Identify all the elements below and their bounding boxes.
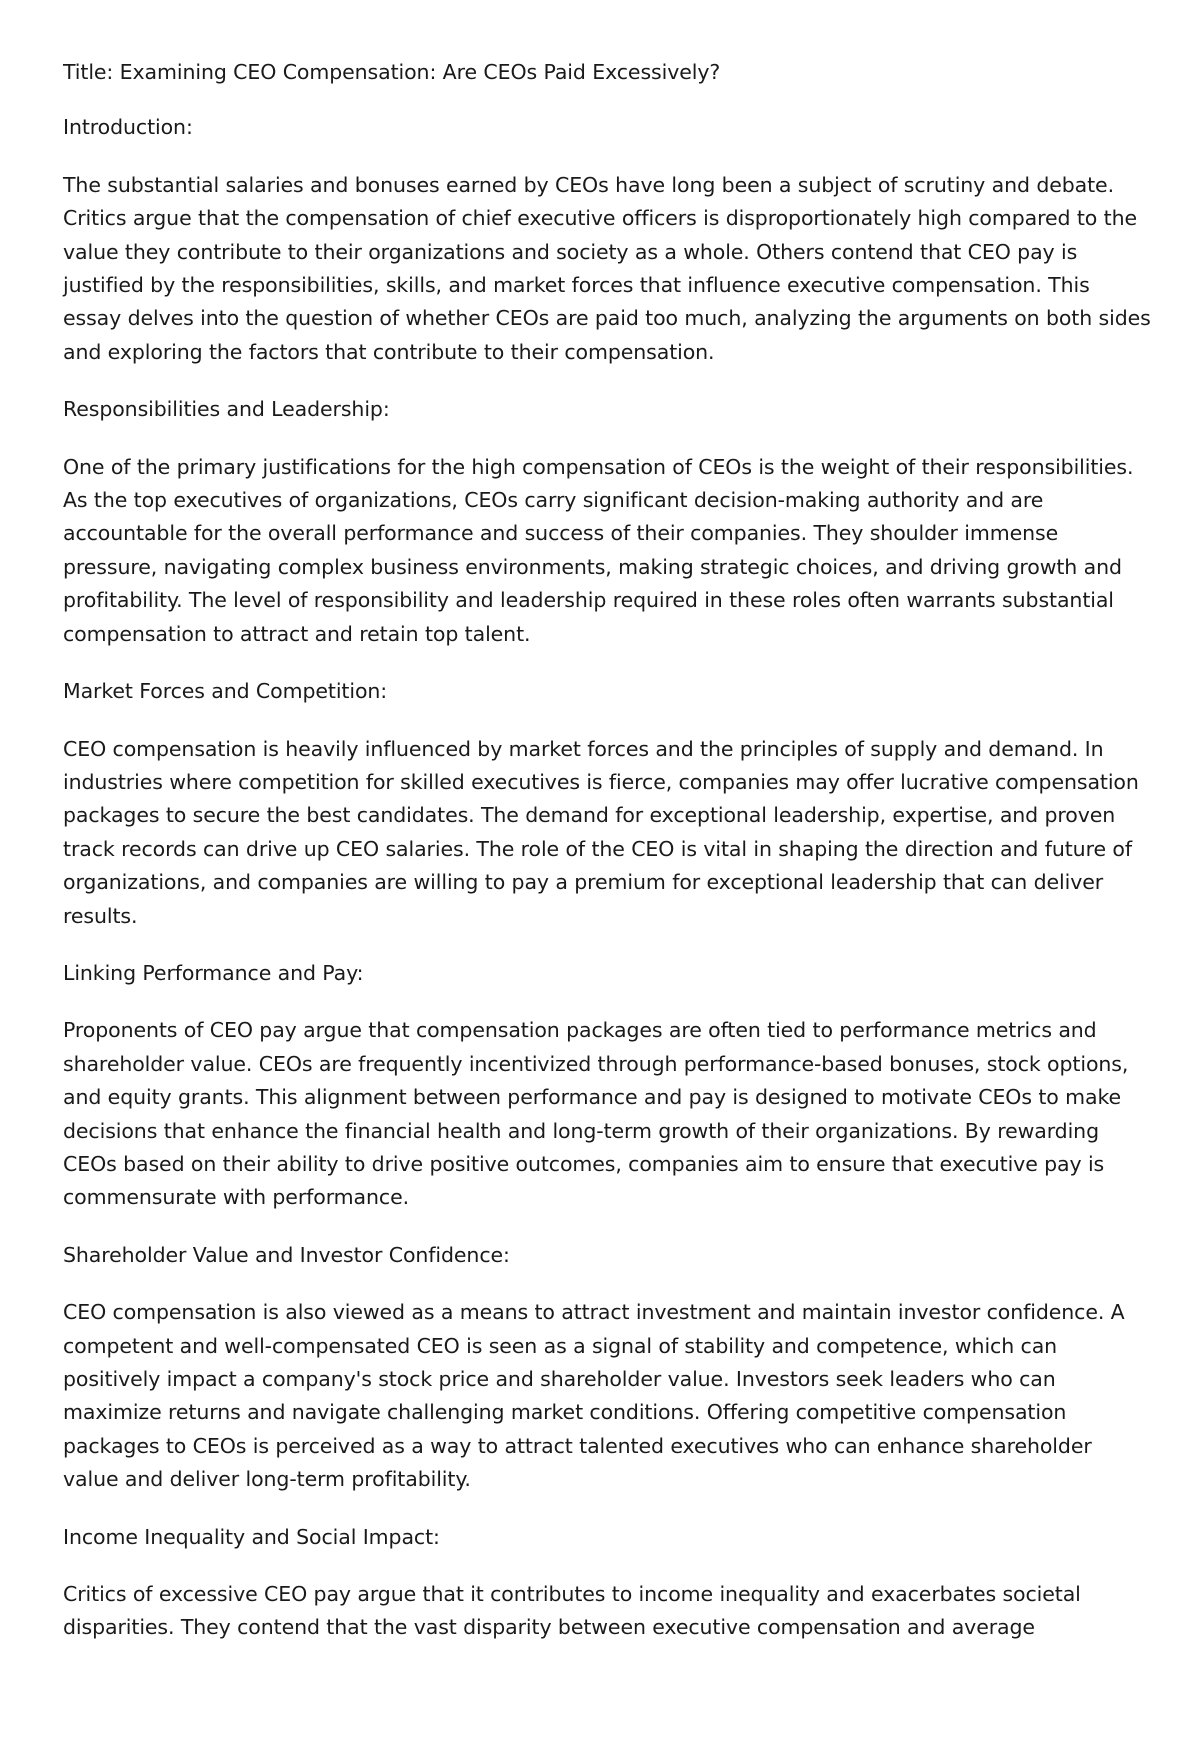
section-heading-market-forces: Market Forces and Competition: <box>63 679 388 704</box>
section-heading-performance-pay: Linking Performance and Pay: <box>63 960 364 985</box>
section-heading-shareholder-value: Shareholder Value and Investor Confidence: <box>63 1242 510 1267</box>
section-body-introduction: The substantial salaries and bonuses earned by CEOs have long been a subject of scrutiny and debate. Critics argue that the compensation of chief executive officers is disproportionately high compared to the value they contribute to their organizations and society as a whole. Others contend that CEO pay is justified by the responsibilities, skills, and market forces that influence executive compensation. This essay delves into the question of whether CEOs are paid too much, analyzing the arguments on both sides and exploring the factors that contribute to their compensation. <box>63 172 1151 364</box>
document-title: Title: Examining CEO Compensation: Are CEOs Paid Excessively? <box>63 60 721 84</box>
section-heading-income-inequality: Income Inequality and Social Impact: <box>63 1524 440 1549</box>
section-body-income-inequality: Critics of excessive CEO pay argue that it contributes to income inequality and exacerbates societal disparities. They contend that the vast disparity between executive compensation and average <box>63 1582 1081 1640</box>
section-body-shareholder-value: CEO compensation is also viewed as a means to attract investment and maintain investor confidence. A competent and well-compensated CEO is seen as a signal of stability and competence, which can positively impact a company's stock price and shareholder value. Investors seek leaders who can maximize returns and navigate challenging market conditions. Offering competitive compensation packages to CEOs is perceived as a way to attract talented executives who can enhance shareholder value and deliver long-term profitability. <box>63 1300 1125 1492</box>
section-body-responsibilities: One of the primary justifications for the high compensation of CEOs is the weight of their responsibilities. As the top executives of organizations, CEOs carry significant decision-making authority and are accountable for the overall performance and success of their companies. They shoulder immense pressure, navigating complex business environments, making strategic choices, and driving growth and profitability. The level of responsibility and leadership required in these roles often warrants substantial compensation to attract and retain top talent. <box>63 454 1134 646</box>
section-heading-introduction: Introduction: <box>63 115 193 140</box>
section-body-market-forces: CEO compensation is heavily influenced by market forces and the principles of supply and demand. In industries where competition for skilled executives is fierce, companies may offer lucrative compensation packages to secure the best candidates. The demand for exceptional leadership, expertise, and proven track records can drive up CEO salaries. The role of the CEO is vital in shaping the direction and future of organizations, and companies are willing to pay a premium for exceptional leadership that can deliver results. <box>63 736 1139 928</box>
section-body-performance-pay: Proponents of CEO pay argue that compensation packages are often tied to performance metrics and shareholder value. CEOs are frequently incentivized through performance-based bonuses, stock options, and equity grants. This alignment between performance and pay is designed to motivate CEOs to make decisions that enhance the financial health and long-term growth of their organizations. By rewarding CEOs based on their ability to drive positive outcomes, companies aim to ensure that executive pay is commensurate with performance. <box>63 1018 1129 1210</box>
document-page <box>63 56 1153 1669</box>
section-heading-responsibilities: Responsibilities and Leadership: <box>63 397 390 422</box>
